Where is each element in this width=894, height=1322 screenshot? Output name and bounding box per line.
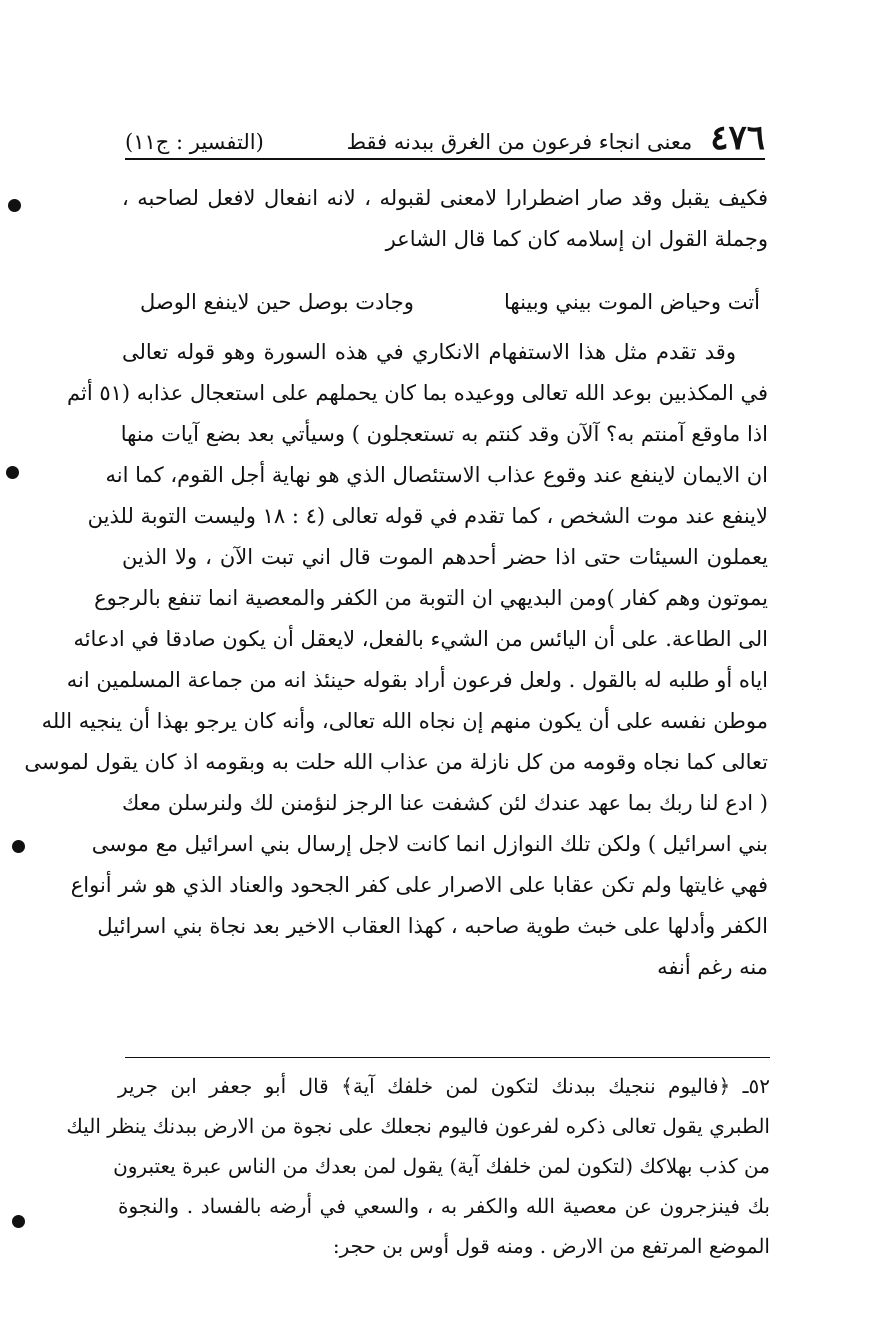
text-line: لاينفع عند موت الشخص ، كما تقدم في قوله تعالى (٤ : ١٨ وليست التوبة للذين [87,504,768,528]
footnote-divider [125,1057,770,1058]
text-line: ان الايمان لاينفع عند وقوع عذاب الاستئصال الذي هو نهاية أجل القوم، كما انه [105,463,768,487]
text-line: تعالى كما نجاه وقومه من كل نازلة من عذاب الله حلت به وبقومه اذ كان يقول لموسى [24,750,768,774]
text-line: وقد تقدم مثل هذا الاستفهام الانكاري في هذه السورة وهو قوله تعالى [122,340,736,364]
text-line: يعملون السيئات حتى اذا حضر أحدهم الموت قال اني تبت الآن ، ولا الذين [122,545,768,569]
text-line: بني اسرائيل ) ولكن تلك النوازل انما كانت لاجل إرسال بني اسرائيل مع موسى [91,832,768,856]
scan-hole-mark [12,1215,25,1228]
text-line: الكفر وأدلها على خبث طوية صاحبه ، كهذا العقاب الاخير بعد نجاة بني اسرائيل [97,914,768,938]
text-line: وجملة القول ان إسلامه كان كما قال الشاعر [385,227,768,251]
text-line: يموتون وهم كفار )ومن البديهي ان التوبة من الكفر والمعصية انما تنفع بالرجوع [94,586,768,610]
scan-hole-mark [8,199,21,212]
text-line: في المكذبين بوعد الله تعالى ووعيده بما كان يحملهم على استعجال عذابه (٥١ أثم [67,381,768,405]
footnote [66,1066,770,1266]
scan-hole-mark [12,840,25,853]
running-title: معنى انجاء فرعون من الغرق ببدنه فقط [346,130,693,154]
text-line: اذا ماوقع آمنتم به؟ آلآن وقد كنتم به تستعجلون ) وسيأتي بعد بضع آيات منها [120,422,768,446]
footnote-line: الموضع المرتفع من الارض . ومنه قول أوس بن حجر: [332,1234,770,1258]
paragraph-intro [122,178,768,260]
page-number: ٤٧٦ [710,118,765,158]
verse-second-hemistich: وجادت بوصل حين لاينفع الوصل [140,290,414,314]
page-header [125,112,765,160]
scan-hole-mark [6,466,19,479]
text-line: فكيف يقبل وقد صار اضطرارا لامعنى لقبوله ، لانه انفعال لافعل لصاحبه ، [122,186,768,210]
poem-verse [140,280,760,324]
footnote-line: من كذب بهلاكك (لتكون لمن خلفك آية) يقول لمن بعدك من الناس عبرة يعتبرون [113,1154,770,1178]
footnote-line: بك فينزجرون عن معصية الله والكفر به ، والسعي في أرضه بالفساد . والنجوة [118,1194,770,1218]
paragraph-main [24,332,768,988]
text-line: فهي غايتها ولم تكن عقابا على الاصرار على كفر الجحود والعناد الذي هو شر أنواع [70,873,768,897]
text-line: الى الطاعة. على أن اليائس من الشيء بالفعل، لايعقل أن يكون صادقا في ادعائه [73,627,768,651]
text-line: موطن نفسه على أن يكون منهم إن نجاه الله تعالى، وأنه كان يرجو بهذا أن ينجيه الله [41,709,768,733]
footnote-line: الطبري يقول تعالى ذكره لفرعون فاليوم نجعلك على نجوة من الارض ببدنك ينظر اليك [66,1114,770,1138]
running-volume: (التفسير : ج١١) [125,130,264,154]
text-line: ( ادع لنا ربك بما عهد عندك لئن كشفت عنا الرجز لنؤمنن لك ولنرسلن معك [122,791,768,815]
verse-first-hemistich: أتت وحياض الموت بيني وبينها [504,290,760,314]
text-line: منه رغم أنفه [657,955,768,979]
text-line: اياه أو طلبه له بالقول . ولعل فرعون أراد بقوله حينئذ انه من جماعة المسلمين انه [66,668,768,692]
footnote-line: ٥٢ـ ﴿فاليوم ننجيك ببدنك لتكون لمن خلفك آية﴾ قال أبو جعفر ابن جرير [118,1074,770,1098]
